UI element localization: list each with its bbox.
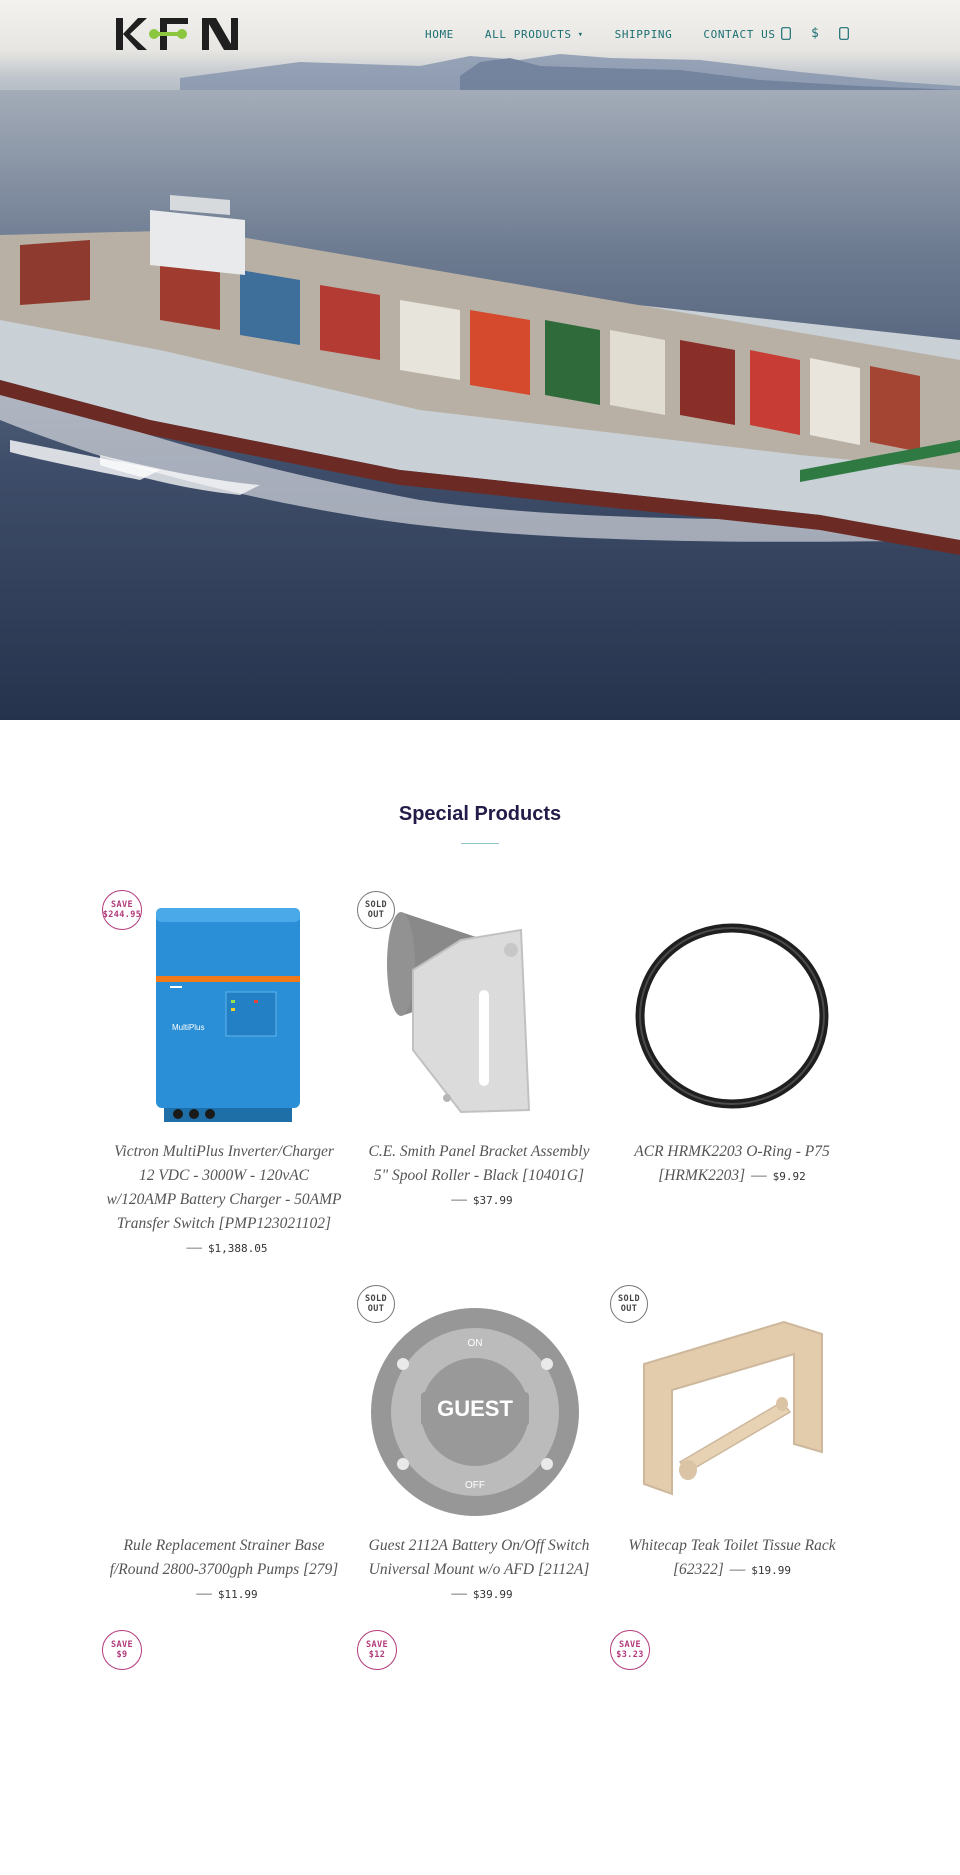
product-image[interactable] <box>614 1294 850 1522</box>
section-divider <box>461 843 499 844</box>
sold-out-badge: SOLD OUT <box>357 891 395 929</box>
product-card[interactable] <box>106 1640 342 1840</box>
nav-home[interactable]: HOME <box>425 28 454 41</box>
product-image[interactable] <box>361 900 597 1128</box>
product-price: $39.99 <box>472 1588 513 1601</box>
sold-out-badge: SOLD OUT <box>610 1285 648 1323</box>
save-badge: SAVE $12 <box>357 1630 397 1670</box>
svg-text:GUEST: GUEST <box>437 1396 513 1421</box>
product-caption: ACR HRMK2203 O-Ring - P75 [HRMK2203] — $9.92 <box>634 1143 830 1184</box>
header-icons <box>781 26 869 41</box>
section-title: Special Products <box>398 803 562 825</box>
product-card[interactable] <box>361 900 597 1208</box>
nav-contact-us[interactable]: CONTACT US <box>703 28 776 41</box>
account-icon[interactable] <box>781 27 791 40</box>
product-title[interactable]: Victron MultiPlus Inverter/Charger 12 VDC - 3000W - 120vAC w/120AMP Battery Charger - 50AMP Transfer Switch [PMP123021102] <box>106 1143 342 1232</box>
chevron-down-icon: ▾ <box>577 29 584 40</box>
product-image[interactable] <box>106 1294 342 1522</box>
product-image[interactable] <box>614 900 850 1128</box>
product-card[interactable] <box>102 900 342 1260</box>
hero-banner <box>0 0 960 720</box>
save-badge: SAVE $244.95 <box>102 890 142 930</box>
product-caption: Rule Replacement Strainer Base f/Round 2800-3700gph Pumps [279]— $11.99 <box>109 1537 339 1602</box>
site-header <box>0 0 960 72</box>
product-title[interactable]: Guest 2112A Battery On/Off Switch Universal Mount w/o AFD [2112A] <box>368 1537 590 1578</box>
product-price: $19.99 <box>751 1564 792 1577</box>
product-image[interactable] <box>361 1294 597 1522</box>
product-card[interactable] <box>106 1294 342 1604</box>
hero-ship-image <box>0 0 960 720</box>
product-title[interactable]: ACR HRMK2203 O-Ring - P75 [HRMK2203] <box>634 1143 830 1184</box>
product-price: $11.99 <box>217 1588 258 1601</box>
product-card[interactable] <box>614 900 850 1200</box>
currency-icon[interactable]: $ <box>811 26 819 41</box>
product-caption: Whitecap Teak Toilet Tissue Rack [62322] — $19.99 <box>628 1537 836 1578</box>
product-card[interactable] <box>614 1640 850 1840</box>
nav-all-products[interactable]: ALL PRODUCTS ▾ <box>484 28 584 41</box>
cart-icon[interactable] <box>839 27 849 40</box>
product-price: $9.92 <box>772 1170 806 1183</box>
product-image[interactable] <box>106 900 342 1128</box>
site-logo[interactable] <box>116 16 240 52</box>
product-title[interactable]: Rule Replacement Strainer Base f/Round 2800-3700gph Pumps [279] <box>109 1537 339 1578</box>
product-price: $1,388.05 <box>207 1242 268 1255</box>
svg-text:ON: ON <box>467 1338 483 1349</box>
save-badge: SAVE $3.23 <box>610 1630 650 1670</box>
svg-text:MultiPlus: MultiPlus <box>172 1023 205 1032</box>
save-badge: SAVE $9 <box>102 1630 142 1670</box>
product-caption: Guest 2112A Battery On/Off Switch Universal Mount w/o AFD [2112A] — $39.99 <box>368 1537 590 1602</box>
product-price: $37.99 <box>472 1194 513 1207</box>
nav-shipping[interactable]: SHIPPING <box>614 28 673 41</box>
product-caption: C.E. Smith Panel Bracket Assembly 5" Spool Roller - Black [10401G] — $37.99 <box>368 1143 590 1208</box>
product-card[interactable] <box>361 1640 597 1840</box>
svg-text:OFF: OFF <box>465 1480 485 1491</box>
product-card[interactable] <box>361 1294 597 1604</box>
product-title[interactable]: C.E. Smith Panel Bracket Assembly 5" Spool Roller - Black [10401G] <box>368 1143 590 1184</box>
sold-out-badge: SOLD OUT <box>357 1285 395 1323</box>
main-nav <box>425 28 807 41</box>
product-title[interactable]: Whitecap Teak Toilet Tissue Rack [62322] <box>628 1537 836 1578</box>
product-card[interactable] <box>614 1294 850 1604</box>
product-caption: Victron MultiPlus Inverter/Charger 12 VDC - 3000W - 120vAC w/120AMP Battery Charger - 50AMP Transfer Switch [PMP123021102]— $1,388.05 <box>106 1143 342 1256</box>
